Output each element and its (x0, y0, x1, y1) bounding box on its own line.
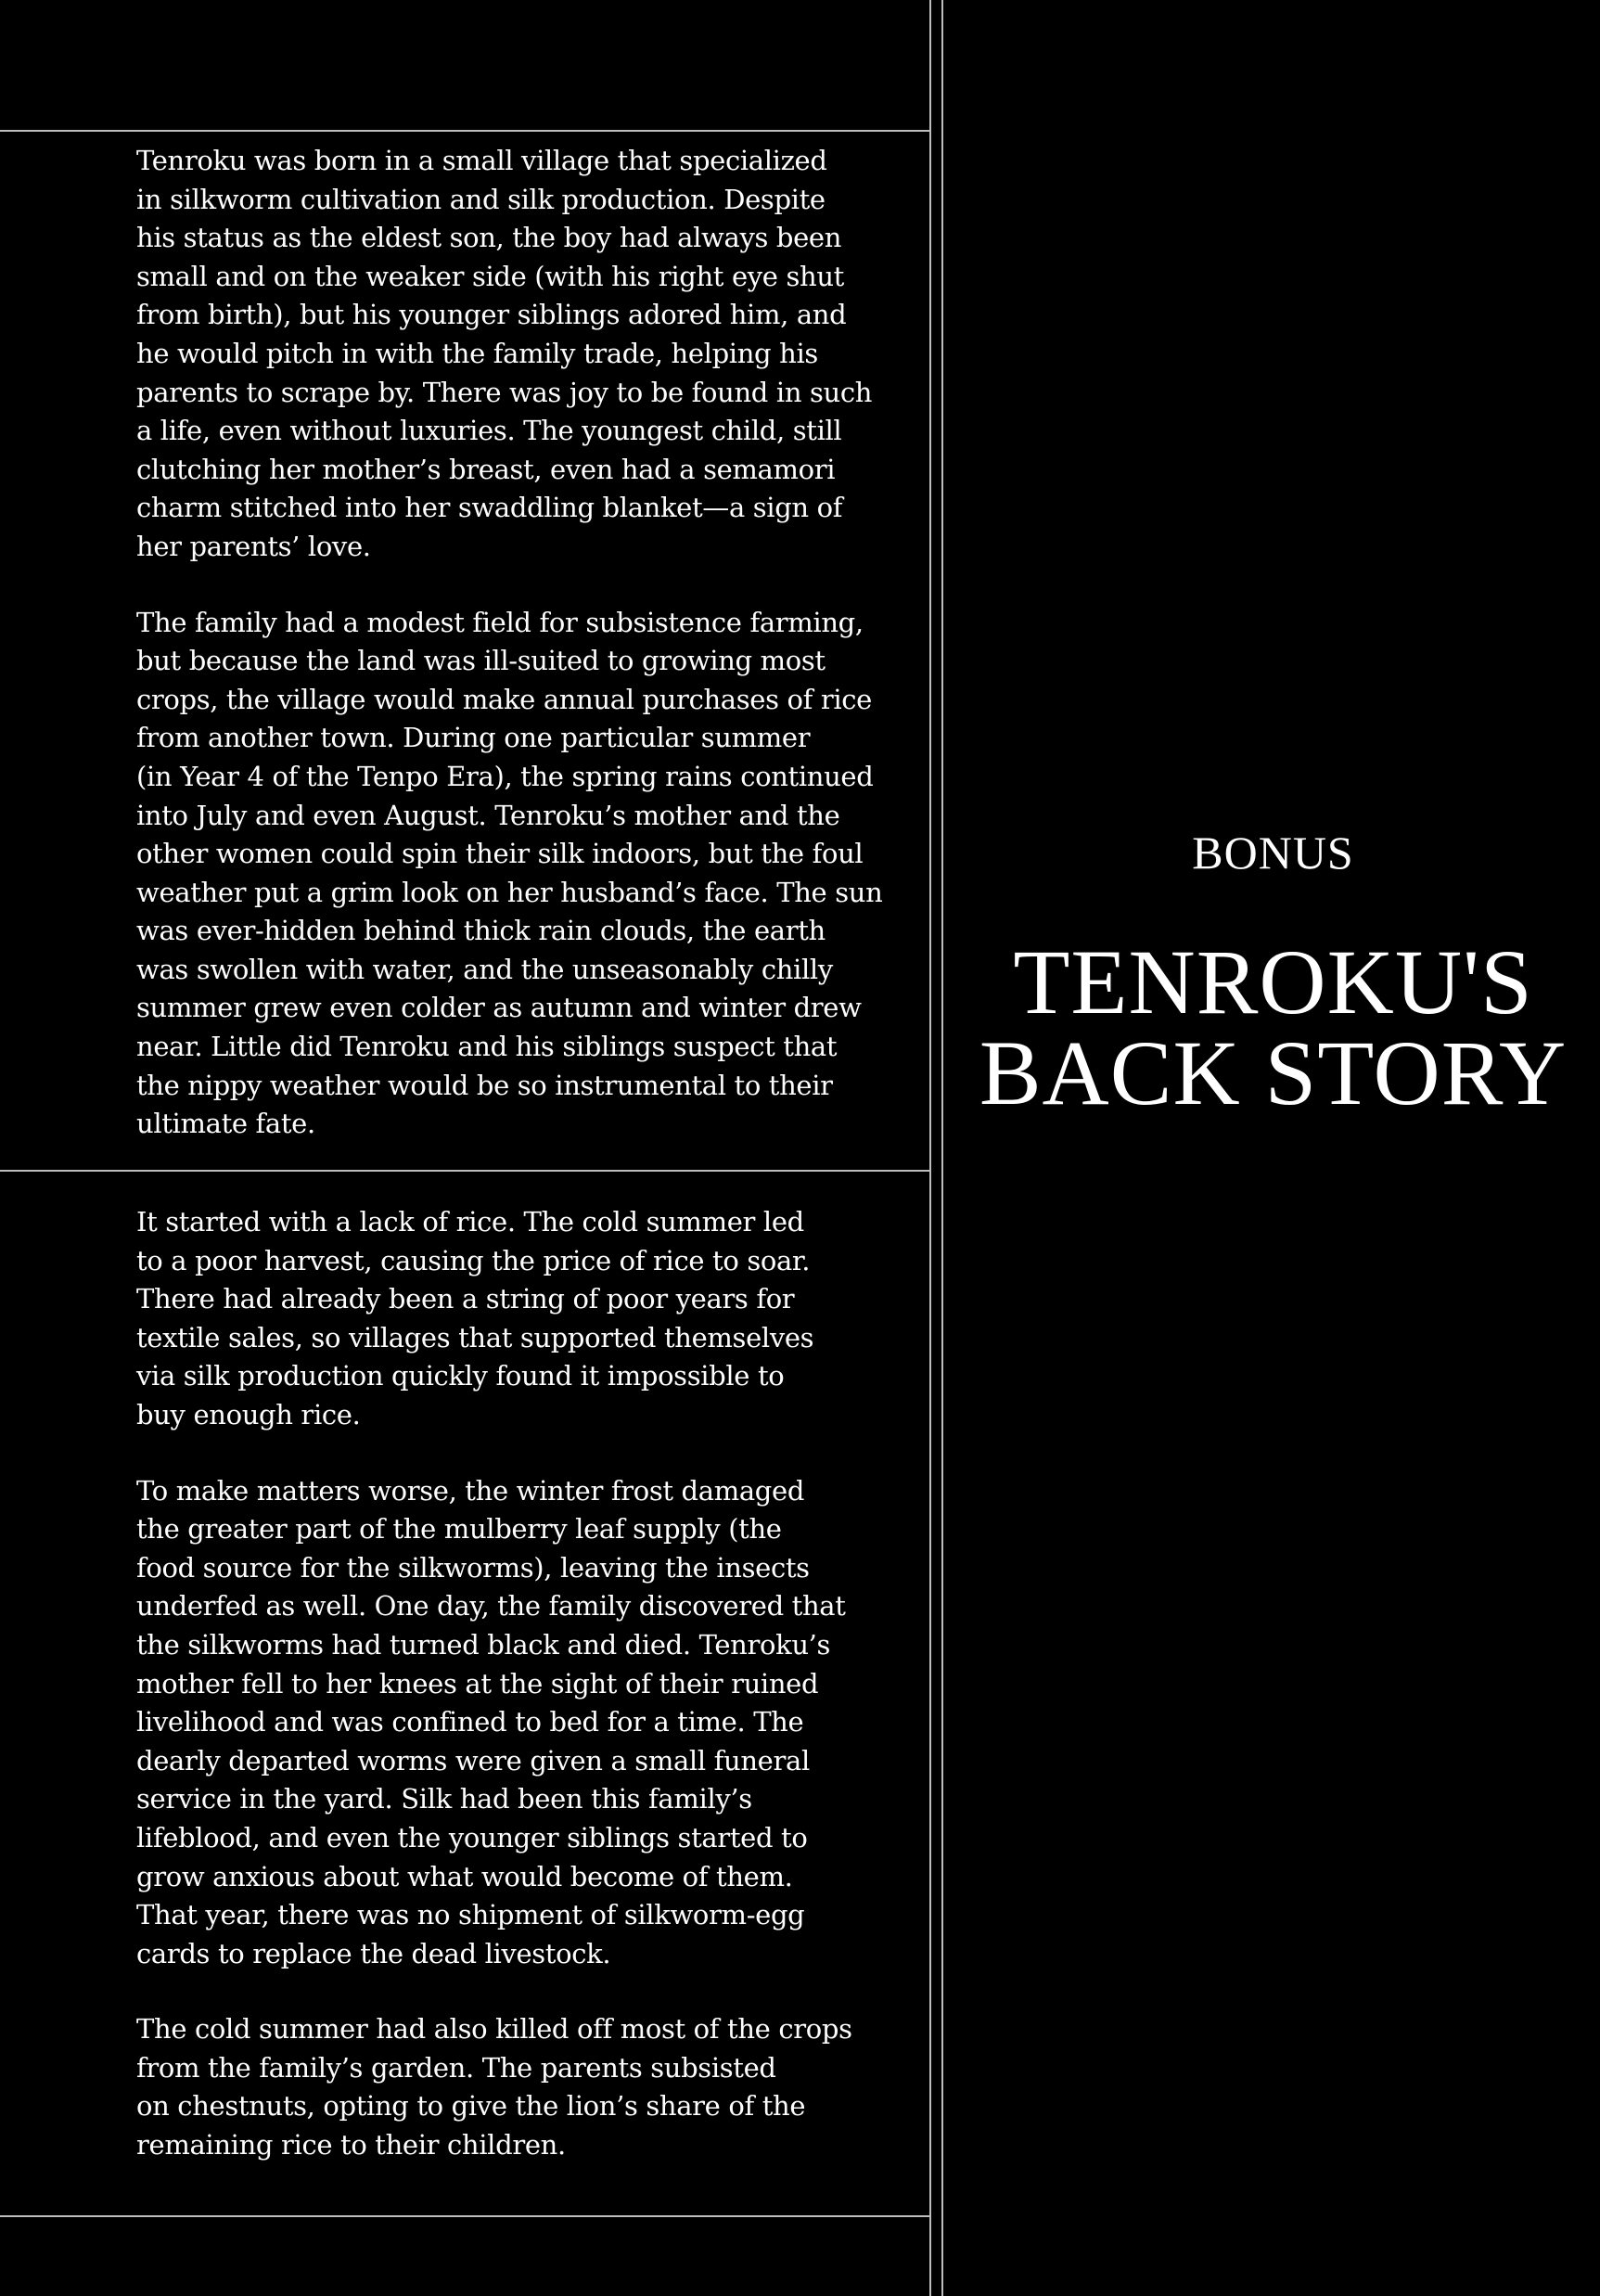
column-divider-right (941, 0, 943, 2296)
column-divider-left (929, 0, 931, 2296)
section-kicker: BONUS (1192, 827, 1354, 879)
page-title (946, 930, 1600, 1124)
paragraph: It started with a lack of rice. The cold summer led to a poor harvest, causing the price of rice to soar. There had already been a string of poor years for textile sales, so villages that supported themselves via silk production quickly found it impossible to buy enough rice. (136, 1206, 814, 1430)
title-column (946, 0, 1600, 2296)
title-line: TENROKU'S (1013, 930, 1533, 1033)
title-line: BACK STORY (979, 1021, 1568, 1124)
text-panel-bottom (136, 1203, 915, 2202)
paragraph: Tenroku was born in a small village that specialized in silkworm cultivation and silk production. Despite his status as the eldest son, the boy had always been small and on the weaker side (with his right eye shut from birth), but his younger siblings adored him, and he would pitch in with the family trade, helping his parents to scrape by. There was joy to be found in such a life, even without luxuries. The youngest child, still clutching her mother’s breast, even had a semamori charm stitched into her swaddling blanket—a sign of her parents’ love. (136, 145, 873, 562)
panel-top-border (0, 130, 931, 132)
paragraph: The family had a modest field for subsistence farming, but because the land was ill-suited to growing most crops, the village would make annual purchases of rice from another town. During one particular summer (in Year 4 of the Tenpo Era), the spring rains continued into July and even August. Tenroku’s mother and the other women could spin their silk indoors, but the foul weather put a grim look on her husband’s face. The sun was ever-hidden behind thick rain clouds, the earth was swollen with water, and the unseasonably chilly summer grew even colder as autumn and winter drew near. Little did Tenroku and his siblings suspect that the nippy weather would be so instrumental to their ultimate fate. (136, 606, 883, 1140)
panel-bottom-border (0, 2215, 931, 2217)
text-panel-top (136, 142, 915, 1181)
paragraph: To make matters worse, the winter frost damaged the greater part of the mulberry leaf supply (the food source for the silkworms), leaving the insects underfed as well. One day, the family discovered that the silkworms had turned black and died. Tenroku’s mother fell to her knees at the sight of their ruined livelihood and was confined to bed for a time. The dearly departed worms were given a small funeral service in the yard. Silk had been this family’s lifeblood, and even the younger siblings started to grow anxious about what would become of them. That year, there was no shipment of silkworm-egg cards to replace the dead livestock. (136, 1474, 846, 1969)
paragraph: The cold summer had also killed off most of the crops from the family’s garden. The parents subsisted on chestnuts, opting to give the lion’s share of the remaining rice to their children. (136, 2013, 852, 2161)
